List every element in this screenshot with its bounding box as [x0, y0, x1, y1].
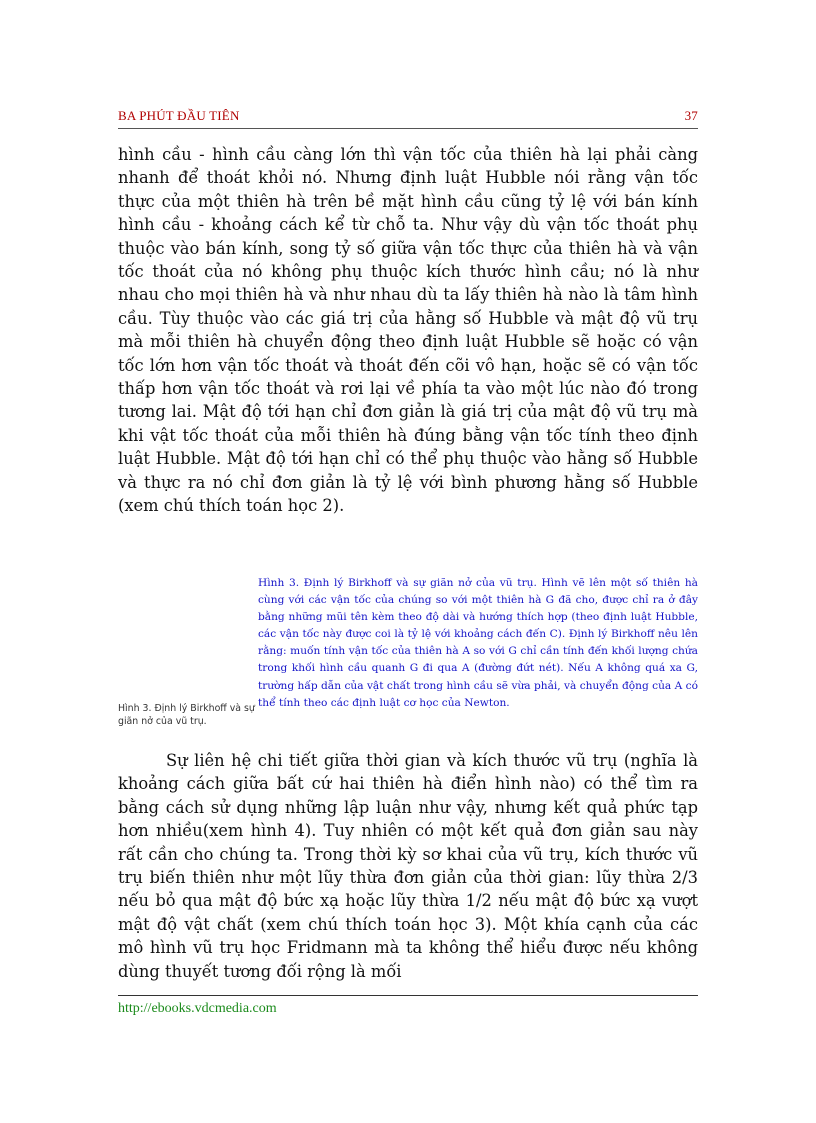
page-number: 37 [684, 108, 698, 123]
figure-side-label: Hình 3. Định lý Birkhoff và sự giãn nở của vũ trụ. [118, 703, 255, 727]
body-paragraph-1: hình cầu - hình cầu càng lớn thì vận tốc của thiên hà lại phải càng nhanh để thoát khỏi nó. Nhưng định luật Hubble nói rằng vận tốc thực của một thiên hà trên bề mặt hình cầu cũng tỷ lệ với bán kính hình cầu - khoảng cách kể từ chỗ ta. Như vậy dù vận tốc thoát phụ thuộc vào bán kính, song tỷ số giữa vận tốc thực của thiên hà và vận tốc thoát của nó không phụ thuộc kích thước hình cầu; nó là như nhau cho mọi thiên hà và như nhau dù ta lấy thiên hà nào là tâm hình cầu. Tùy thuộc vào các giá trị của hằng số Hubble và mật độ vũ trụ mà mỗi thiên hà chuyển động theo định luật Hubble sẽ hoặc có vận tốc lớn hơn vận tốc thoát và thoát đến cõi vô hạn, hoặc sẽ có vận tốc thấp hơn vận tốc thoát và rơi lại về phía ta vào một lúc nào đó trong tương lai. Mật độ tới hạn chỉ đơn giản là giá trị của mật độ vũ trụ mà khi vật tốc thoát của mỗi thiên hà đúng bằng vận tốc tính theo định luật Hubble. Mật độ tới hạn chỉ có thể phụ thuộc vào hằng số Hubble và thực ra nó chỉ đơn giản là tỷ lệ với bình phương hằng số Hubble (xem chú thích toán học 2). [118, 145, 698, 516]
footer-link[interactable]: http://ebooks.vdcmedia.com [118, 1001, 277, 1016]
book-title: BA PHÚT ĐẦU TIÊN [118, 108, 240, 123]
running-header [118, 108, 698, 124]
body-paragraph-2: Sự liên hệ chi tiết giữa thời gian và kích thước vũ trụ (nghĩa là khoảng cách giữa bất cứ hai thiên hà điển hình nào) có thể tìm ra bằng cách sử dụng những lập luận như vậy, nhưng kết quả phức tạp hơn nhiều(xem hình 4). Tuy nhiên có một kết quả đơn giản sau này rất cần cho chúng ta. Trong thời kỳ sơ khai của vũ trụ, kích thước vũ trụ biến thiên như một lũy thừa đơn giản của thời gian: lũy thừa 2/3 nếu bỏ qua mật độ bức xạ hoặc lũy thừa 1/2 nếu mật độ bức xạ vượt mật độ vật chất (xem chú thích toán học 3). Một khía cạnh của các mô hình vũ trụ học Fridmann mà ta không thể hiểu được nếu không dùng thuyết tương đối rộng là mối [118, 751, 698, 981]
figure-caption: Hình 3. Định lý Birkhoff và sự giãn nở của vũ trụ. Hình vẽ lên một số thiên hà cùng với các vận tốc của chúng so với một thiên hà G đã cho, được chỉ ra ở đây bằng những mũi tên kèm theo độ dài và hướng thích hợp (theo định luật Hubble, các vận tốc này được coi là tỷ lệ với khoảng cách đến C). Định lý Birkhoff nêu lên rằng: muốn tính vận tốc của thiên hà A so với G chỉ cần tính đến khối lượng chứa trong khối hình cầu quanh G đi qua A (đường đứt nét). Nếu A không quá xa G, trường hấp dẫn của vật chất trong hình cầu sẽ vừa phải, và chuyển động của A có thể tính theo các định luật cơ học của Newton. [258, 577, 698, 709]
header-divider [118, 128, 698, 129]
footer-divider [118, 995, 698, 996]
